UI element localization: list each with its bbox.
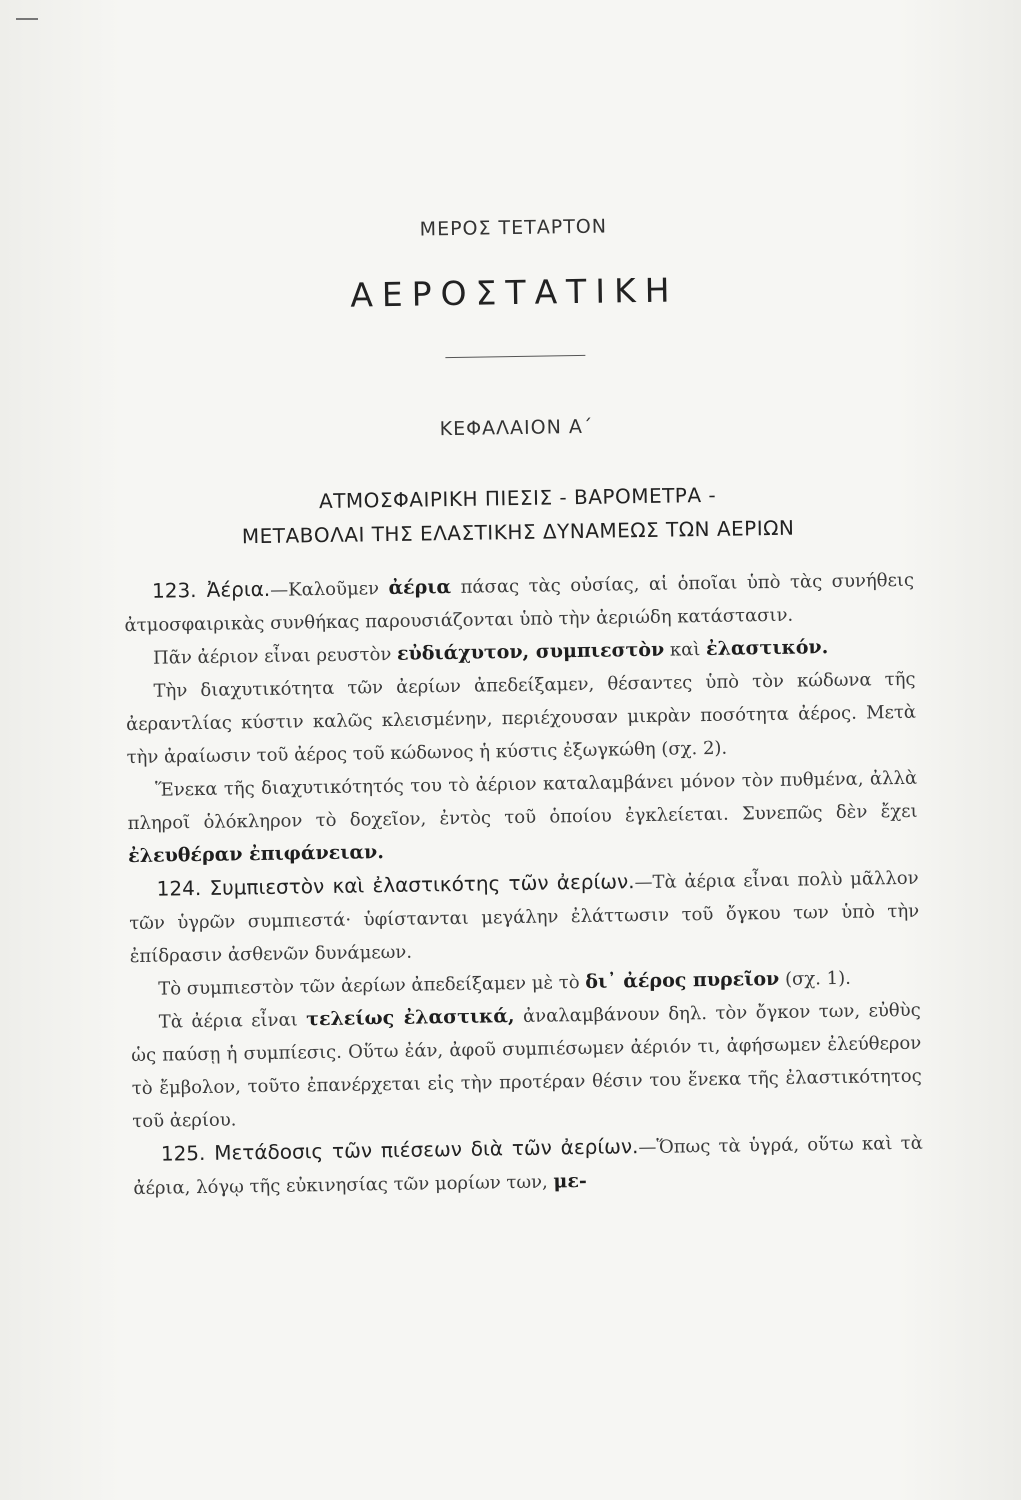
corner-mark — [16, 18, 38, 20]
main-title: ΑΕΡΟΣΤΑΤΙΚΗ — [349, 270, 679, 315]
text-run: πάσας τὰς οὐσίας, αἱ ὁποῖαι ὑπὸ τὰς συνήθεις ἀτμοσφαιρικὰς συνθήκας παρουσιάζονται ὑπὸ τὴν ἀεριώδη κατάστασιν. — [124, 569, 915, 637]
section-heading-123: 123. Ἀέρια. — [151, 576, 271, 603]
bold-term: ἐλαστικόν. — [705, 636, 829, 661]
chapter-number: ΚΕΦΑΛΑΙΟΝ Α΄ — [439, 415, 594, 441]
text-run: —Ὅπως τὰ ὑγρά, οὕτω καὶ τὰ ἀέρια, λόγῳ τῆς εὐκινησίας τῶν μορίων των, — [133, 1132, 923, 1200]
paragraph — [128, 861, 919, 973]
bold-term: τελείως ἐλαστικά, — [306, 1005, 515, 1031]
body-text — [124, 563, 924, 1205]
chapter-title-line-2: ΜΕΤΑΒΟΛΑΙ ΤΗΣ ΕΛΑΣΤΙΚΗΣ ΔΥΝΑΜΕΩΣ ΤΩΝ ΑΕΡΙΩΝ — [241, 515, 795, 549]
part-title: ΜΕΡΟΣ ΤΕΤΑΡΤΟΝ — [419, 215, 608, 241]
bold-term: με- — [553, 1169, 587, 1193]
title-divider — [445, 355, 585, 358]
text-run: Τὸ συμπιεστὸν τῶν ἀερίων ἀπεδείξαμεν μὲ τὸ — [158, 971, 586, 1000]
text-run: —Καλοῦμεν — [270, 578, 389, 601]
paragraph — [124, 563, 915, 642]
text-run: Τὰ ἀέρια εἶναι — [158, 1009, 307, 1033]
paragraph — [127, 762, 918, 873]
bold-term: ἀέρια — [388, 576, 452, 600]
bold-term: εὐδιάχυτον, συμπιεστὸν — [396, 638, 665, 665]
chapter-title — [122, 475, 913, 555]
paragraph — [133, 1126, 924, 1205]
section-heading-124: 124. Συμπιεστὸν καὶ ἐλαστικότης τῶν ἀερίων. — [156, 869, 635, 901]
page-content — [118, 199, 924, 1205]
paragraph — [131, 994, 923, 1138]
text-run: Πᾶν ἀέριον εἶναι ρευστὸν — [152, 643, 398, 669]
section-heading-125: 125. Μετάδοσις τῶν πιέσεων διὰ τῶν ἀερίων. — [160, 1134, 639, 1166]
text-run: (σχ. 1). — [779, 967, 852, 990]
text-run: Ἕνεκα τῆς διαχυτικότητός του τὸ ἀέριον καταλαμβάνει μόνον τὸν πυθμένα, ἀλλὰ πληροῖ ὁλόκληρον τὸ δοχεῖον, ἐντὸς τοῦ ὁποίου ἐγκλείεται. Συνεπῶς δὲν ἔχει — [127, 767, 918, 835]
text-run: καὶ — [664, 639, 707, 661]
text-run: —Τὰ ἀέρια εἶναι πολὺ μᾶλλον τῶν ὑγρῶν συμπιεστά· ὑφίστανται μεγάλην ἐλάττωσιν τοῦ ὄγκου των ὑπὸ τὴν ἐπίδρασιν ἀσθενῶν δυνάμεων. — [129, 867, 920, 968]
bold-term: δι᾽ ἀέρος πυρεῖον — [585, 967, 780, 993]
text-run: ἀναλαμβάνουν δηλ. τὸν ὄγκον των, εὐθὺς ὡς παύσῃ ἡ συμπίεσις. Οὕτω ἐάν, ἀφοῦ συμπιέσωμεν ἀέριόν τι, ἀφήσωμεν ἐλεύθερον τὸ ἔμβολον, τοῦτο ἐπανέρχεται εἰς τὴν προτέραν θέσιν του ἕνεκα τῆς ἐλαστικότητος τοῦ ἀερίου. — [131, 999, 922, 1133]
paragraph: Τὴν διαχυτικότητα τῶν ἀερίων ἀπεδείξαμεν, θέσαντες ὑπὸ τὸν κώδωνα τῆς ἀεραντλίας κύστιν καλῶς κλεισμένην, περιέχουσαν μικρὰν ποσότητα ἀέρος. Μετὰ τὴν ἀραίωσιν τοῦ ἀέρος τοῦ κώδωνος ἡ κύστις ἐξωγκώθη (σχ. 2). — [125, 668, 917, 769]
bold-term: ἐλευθέραν ἐπιφάνειαν. — [128, 841, 385, 868]
chapter-title-line-1: ΑΤΜΟΣΦΑΙΡΙΚΗ ΠΙΕΣΙΣ - ΒΑΡΟΜΕΤΡΑ - — [318, 482, 717, 514]
